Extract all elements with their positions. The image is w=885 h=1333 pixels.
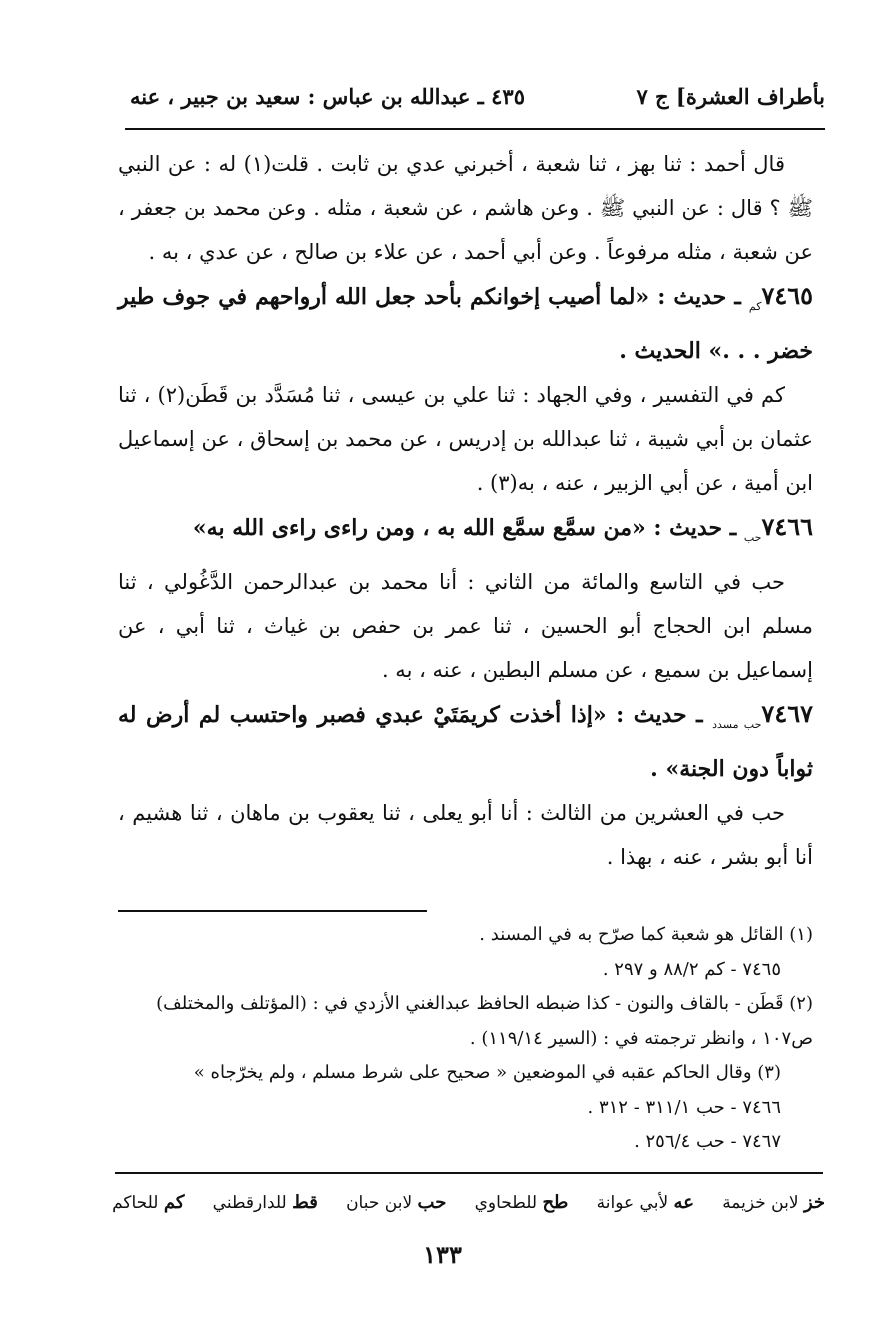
sigla-item bbox=[213, 1192, 318, 1213]
hadith-source-mark: حب مسدد bbox=[712, 718, 762, 731]
footnote: (١) القائل هو شعبة كما صرّح به في المسند . bbox=[479, 924, 813, 945]
footnote: ٧٤٦٥ - كم ٨٨/٢ و ٢٩٧ . bbox=[602, 958, 781, 980]
hadith-number: ٧٤٦٦ bbox=[761, 512, 813, 541]
sigla-item bbox=[597, 1192, 694, 1213]
header-rule bbox=[125, 128, 825, 130]
sigla-item bbox=[112, 1192, 184, 1213]
sigla-name: لابن خزيمة bbox=[722, 1192, 799, 1213]
main-text bbox=[118, 142, 813, 879]
paragraph-kam: كم في التفسير ، وفي الجهاد : ثنا علي بن عيسى ، ثنا مُسَدَّد بن قَطَن(٢) ، ثنا عثمان بن أبي شيبة ، ثنا عبدالله بن إدريس ، عن محمد بن إسحاق ، عن إسماعيل ابن أمية ، عن أبي الزبير ، عنه ، به(٣) . bbox=[118, 383, 813, 495]
footnote: (٢) قَطَن - بالقاف والنون - كذا ضبطه الحافظ عبدالغني الأزدي في : (المؤتلف والمختلف) ص١٠٧ ، وانظر ترجمته في : (السير ١١٩/١٤) . bbox=[156, 993, 813, 1049]
sigla-item bbox=[346, 1192, 446, 1213]
sigla-rule bbox=[115, 1172, 823, 1174]
hadith-7465 bbox=[118, 274, 813, 373]
sigla-name: للطحاوي bbox=[474, 1192, 538, 1213]
sigla-item bbox=[722, 1192, 825, 1213]
hadith-text: ـ حديث : «إذا أخذت كريمَتَيْ عبدي فصبر واحتسب لم أرض له ثواباً دون الجنة» . bbox=[118, 702, 813, 782]
hadith-source-mark: حب bbox=[743, 531, 762, 544]
header-chapter: ٤٣٥ ـ عبدالله بن عباس : سعيد بن جبير ، عنه bbox=[130, 83, 525, 109]
sigla-name: للدارقطني bbox=[212, 1192, 287, 1213]
footnote: (٣) وقال الحاكم عقبه في الموضعين « صحيح على شرط مسلم ، ولم يخرّجاه » bbox=[193, 1062, 781, 1083]
sigla-code: قط bbox=[292, 1191, 318, 1213]
sigla-name: للحاكم bbox=[112, 1192, 159, 1213]
sigla-code: خز bbox=[803, 1191, 825, 1213]
footnotes bbox=[118, 918, 813, 1160]
hadith-text: ـ حديث : «لما أصيب إخوانكم بأحد جعل الله أرواحهم في جوف طير خضر . . .» الحديث . bbox=[118, 284, 813, 364]
hadith-text: ـ حديث : «من سمَّع سمَّع الله به ، ومن راءى راءى الله به» bbox=[192, 515, 737, 541]
sigla-code: كم bbox=[163, 1191, 185, 1213]
running-header bbox=[130, 78, 825, 114]
hadith-7466 bbox=[118, 505, 813, 560]
hadith-number: ٧٤٦٥ bbox=[761, 281, 813, 310]
header-volume: بأطراف العشرة] ج ٧ bbox=[636, 83, 825, 109]
footnote: ٧٤٦٧ - حب ٢٥٦/٤ . bbox=[634, 1131, 781, 1152]
sigla-code: عه bbox=[673, 1191, 694, 1213]
paragraph-ahmad: قال أحمد : ثنا بهز ، ثنا شعبة ، أخبرني عدي بن ثابت . قلت(١) له : عن النبي ﷺ ؟ قال : عن النبي ﷺ . وعن هاشم ، عن شعبة ، مثله . وعن محمد بن جعفر ، عن شعبة ، مثله مرفوعاً . وعن أبي أحمد ، عن علاء بن صالح ، عن عدي ، به . bbox=[118, 152, 813, 264]
sigla-code: حب bbox=[417, 1191, 447, 1213]
footnote-rule bbox=[118, 910, 427, 912]
page-number: ١٣٣ bbox=[423, 1240, 462, 1269]
hadith-number: ٧٤٦٧ bbox=[761, 699, 813, 728]
sigla-name: لابن حبان bbox=[346, 1192, 413, 1213]
hadith-7467 bbox=[118, 692, 813, 791]
hadith-source-mark: كم bbox=[748, 300, 762, 313]
sigla-legend bbox=[112, 1184, 825, 1220]
footnote: ٧٤٦٦ - حب ٣١١/١ - ٣١٢ . bbox=[587, 1096, 781, 1118]
paragraph-hibban-1: حب في التاسع والمائة من الثاني : أنا محمد بن عبدالرحمن الدَّغُولي ، ثنا مسلم ابن الحجاج أبو الحسين ، ثنا عمر بن حفص بن غياث ، ثنا أبي ، عن إسماعيل بن سميع ، عن مسلم البطين ، عنه ، به . bbox=[118, 570, 813, 682]
sigla-name: لأبي عوانة bbox=[596, 1192, 669, 1213]
sigla-code: طح bbox=[542, 1191, 569, 1213]
sigla-item bbox=[475, 1192, 569, 1213]
paragraph-hibban-2: حب في العشرين من الثالث : أنا أبو يعلى ، ثنا يعقوب بن ماهان ، ثنا هشيم ، أنا أبو بشر ، عنه ، بهذا . bbox=[118, 801, 813, 869]
